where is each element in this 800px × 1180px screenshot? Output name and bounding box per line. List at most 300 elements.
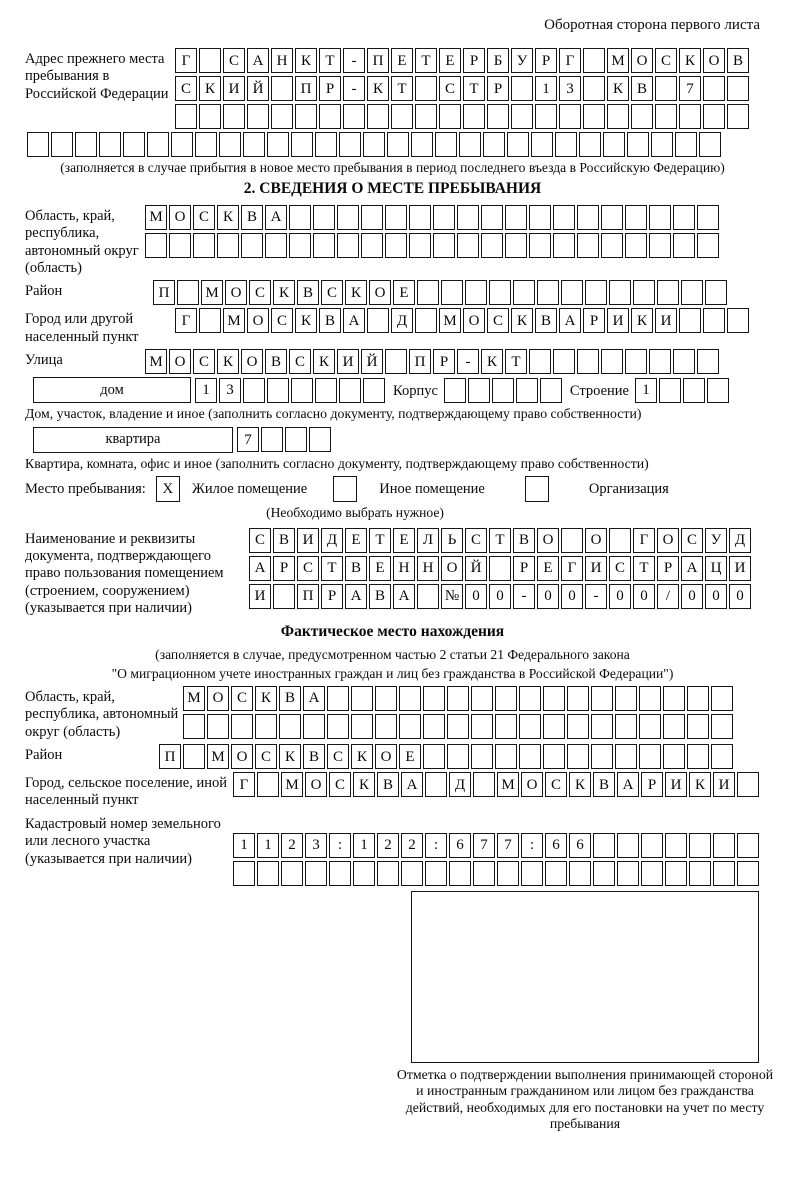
char-cell[interactable] [569, 861, 591, 886]
char-cell[interactable] [673, 205, 695, 230]
char-cell[interactable]: 1 [635, 378, 657, 403]
char-cell[interactable]: К [295, 308, 317, 333]
char-cell[interactable] [399, 714, 421, 739]
char-cell[interactable] [679, 104, 701, 129]
char-cell[interactable] [689, 833, 711, 858]
char-cell[interactable] [703, 76, 725, 101]
char-cell[interactable]: О [169, 205, 191, 230]
char-cell[interactable] [363, 132, 385, 157]
char-cell[interactable] [713, 861, 735, 886]
char-cell[interactable]: И [337, 349, 359, 374]
char-cell[interactable] [145, 233, 167, 258]
char-cell[interactable]: Е [537, 556, 559, 581]
char-cell[interactable] [561, 528, 583, 553]
char-cell[interactable] [385, 233, 407, 258]
char-cell[interactable]: 3 [559, 76, 581, 101]
char-cell[interactable]: А [393, 584, 415, 609]
char-cell[interactable]: Т [463, 76, 485, 101]
char-cell[interactable] [423, 714, 445, 739]
char-cell[interactable]: Д [729, 528, 751, 553]
char-cell[interactable] [447, 744, 469, 769]
char-cell[interactable]: Г [633, 528, 655, 553]
char-cell[interactable] [309, 427, 331, 452]
char-cell[interactable] [483, 132, 505, 157]
char-cell[interactable] [315, 378, 337, 403]
char-cell[interactable] [375, 686, 397, 711]
char-cell[interactable] [529, 233, 551, 258]
char-cell[interactable] [553, 349, 575, 374]
char-cell[interactable] [663, 686, 685, 711]
char-cell[interactable]: М [183, 686, 205, 711]
char-cell[interactable]: Е [391, 48, 413, 73]
char-cell[interactable]: У [511, 48, 533, 73]
char-cell[interactable]: О [231, 744, 253, 769]
char-cell[interactable]: С [289, 349, 311, 374]
char-cell[interactable]: 7 [679, 76, 701, 101]
char-cell[interactable] [423, 744, 445, 769]
char-cell[interactable]: К [569, 772, 591, 797]
char-cell[interactable]: 0 [729, 584, 751, 609]
char-cell[interactable] [495, 744, 517, 769]
char-cell[interactable]: О [207, 686, 229, 711]
checkbox-residential[interactable]: X [156, 476, 180, 502]
char-cell[interactable] [625, 349, 647, 374]
char-cell[interactable] [577, 349, 599, 374]
char-cell[interactable]: А [559, 308, 581, 333]
char-cell[interactable]: 3 [305, 833, 327, 858]
char-cell[interactable] [387, 132, 409, 157]
char-cell[interactable]: 7 [237, 427, 259, 452]
char-cell[interactable] [521, 861, 543, 886]
char-cell[interactable] [625, 205, 647, 230]
char-cell[interactable]: Ц [705, 556, 727, 581]
char-cell[interactable]: 1 [233, 833, 255, 858]
char-cell[interactable] [497, 861, 519, 886]
char-cell[interactable] [327, 714, 349, 739]
char-cell[interactable] [481, 233, 503, 258]
char-cell[interactable]: С [255, 744, 277, 769]
char-cell[interactable]: К [273, 280, 295, 305]
char-cell[interactable]: В [273, 528, 295, 553]
char-cell[interactable]: В [727, 48, 749, 73]
char-cell[interactable] [169, 233, 191, 258]
char-cell[interactable]: Ь [441, 528, 463, 553]
char-cell[interactable]: И [297, 528, 319, 553]
char-cell[interactable]: М [281, 772, 303, 797]
char-cell[interactable]: К [679, 48, 701, 73]
char-cell[interactable]: 2 [401, 833, 423, 858]
char-cell[interactable]: А [343, 308, 365, 333]
char-cell[interactable] [415, 308, 437, 333]
char-cell[interactable]: И [585, 556, 607, 581]
char-cell[interactable]: М [497, 772, 519, 797]
char-cell[interactable]: В [241, 205, 263, 230]
char-cell[interactable] [425, 772, 447, 797]
char-cell[interactable]: О [247, 308, 269, 333]
char-cell[interactable]: Й [361, 349, 383, 374]
char-cell[interactable] [540, 378, 562, 403]
char-cell[interactable] [343, 104, 365, 129]
char-cell[interactable] [609, 280, 631, 305]
char-cell[interactable]: 0 [705, 584, 727, 609]
char-cell[interactable]: М [207, 744, 229, 769]
char-cell[interactable] [271, 104, 293, 129]
char-cell[interactable]: В [535, 308, 557, 333]
char-cell[interactable] [687, 686, 709, 711]
char-cell[interactable] [673, 233, 695, 258]
char-cell[interactable] [267, 378, 289, 403]
char-cell[interactable]: К [607, 76, 629, 101]
char-cell[interactable] [601, 233, 623, 258]
char-cell[interactable] [663, 744, 685, 769]
char-cell[interactable]: М [439, 308, 461, 333]
char-cell[interactable] [415, 104, 437, 129]
char-cell[interactable] [583, 76, 605, 101]
char-cell[interactable] [171, 132, 193, 157]
char-cell[interactable]: К [351, 744, 373, 769]
char-cell[interactable] [75, 132, 97, 157]
char-cell[interactable]: 6 [545, 833, 567, 858]
char-cell[interactable] [555, 132, 577, 157]
char-cell[interactable] [617, 833, 639, 858]
char-cell[interactable]: Л [417, 528, 439, 553]
char-cell[interactable]: 1 [535, 76, 557, 101]
char-cell[interactable]: С [175, 76, 197, 101]
char-cell[interactable]: Т [505, 349, 527, 374]
char-cell[interactable] [457, 205, 479, 230]
char-cell[interactable] [601, 349, 623, 374]
char-cell[interactable] [641, 833, 663, 858]
char-cell[interactable]: 1 [353, 833, 375, 858]
char-cell[interactable] [51, 132, 73, 157]
char-cell[interactable] [625, 233, 647, 258]
char-cell[interactable] [99, 132, 121, 157]
char-cell[interactable] [519, 714, 541, 739]
char-cell[interactable] [243, 378, 265, 403]
char-cell[interactable]: - [343, 48, 365, 73]
char-cell[interactable]: : [329, 833, 351, 858]
char-cell[interactable] [295, 104, 317, 129]
char-cell[interactable] [257, 772, 279, 797]
char-cell[interactable] [481, 205, 503, 230]
char-cell[interactable]: Д [321, 528, 343, 553]
char-cell[interactable]: / [657, 584, 679, 609]
char-cell[interactable] [727, 104, 749, 129]
char-cell[interactable]: В [631, 76, 653, 101]
char-cell[interactable] [415, 76, 437, 101]
char-cell[interactable]: В [297, 280, 319, 305]
char-cell[interactable]: М [223, 308, 245, 333]
char-cell[interactable]: 0 [465, 584, 487, 609]
char-cell[interactable]: С [193, 205, 215, 230]
char-cell[interactable] [243, 132, 265, 157]
char-cell[interactable] [615, 714, 637, 739]
char-cell[interactable] [385, 349, 407, 374]
char-cell[interactable]: П [367, 48, 389, 73]
char-cell[interactable] [487, 104, 509, 129]
char-cell[interactable] [447, 686, 469, 711]
char-cell[interactable] [649, 205, 671, 230]
char-cell[interactable] [441, 280, 463, 305]
char-cell[interactable] [435, 132, 457, 157]
char-cell[interactable]: С [249, 528, 271, 553]
char-cell[interactable]: К [631, 308, 653, 333]
char-cell[interactable]: В [345, 556, 367, 581]
char-cell[interactable]: Р [273, 556, 295, 581]
char-cell[interactable]: К [313, 349, 335, 374]
char-cell[interactable] [593, 833, 615, 858]
char-cell[interactable]: Р [487, 76, 509, 101]
char-cell[interactable]: И [655, 308, 677, 333]
char-cell[interactable] [361, 205, 383, 230]
char-cell[interactable] [655, 76, 677, 101]
char-cell[interactable] [303, 714, 325, 739]
char-cell[interactable] [271, 76, 293, 101]
char-cell[interactable] [375, 714, 397, 739]
char-cell[interactable] [463, 104, 485, 129]
char-cell[interactable] [705, 280, 727, 305]
char-cell[interactable] [511, 104, 533, 129]
checkbox-organization[interactable] [525, 476, 549, 502]
char-cell[interactable] [697, 205, 719, 230]
char-cell[interactable]: В [303, 744, 325, 769]
char-cell[interactable] [391, 104, 413, 129]
char-cell[interactable] [241, 233, 263, 258]
char-cell[interactable] [337, 205, 359, 230]
char-cell[interactable]: Т [319, 48, 341, 73]
char-cell[interactable] [193, 233, 215, 258]
char-cell[interactable]: 0 [609, 584, 631, 609]
char-cell[interactable]: Й [247, 76, 269, 101]
char-cell[interactable]: М [145, 349, 167, 374]
char-cell[interactable] [591, 714, 613, 739]
char-cell[interactable] [711, 686, 733, 711]
char-cell[interactable] [444, 378, 466, 403]
char-cell[interactable] [537, 280, 559, 305]
char-cell[interactable] [579, 132, 601, 157]
char-cell[interactable] [727, 308, 749, 333]
char-cell[interactable]: В [513, 528, 535, 553]
char-cell[interactable] [423, 686, 445, 711]
char-cell[interactable]: Р [433, 349, 455, 374]
char-cell[interactable] [351, 686, 373, 711]
char-cell[interactable] [519, 744, 541, 769]
char-cell[interactable] [683, 378, 705, 403]
char-cell[interactable] [673, 349, 695, 374]
char-cell[interactable] [603, 132, 625, 157]
char-cell[interactable] [627, 132, 649, 157]
char-cell[interactable] [505, 233, 527, 258]
char-cell[interactable] [495, 714, 517, 739]
char-cell[interactable]: К [217, 349, 239, 374]
char-cell[interactable]: А [247, 48, 269, 73]
char-cell[interactable] [567, 714, 589, 739]
char-cell[interactable] [657, 280, 679, 305]
char-cell[interactable]: О [657, 528, 679, 553]
char-cell[interactable] [361, 233, 383, 258]
char-cell[interactable] [255, 714, 277, 739]
char-cell[interactable] [367, 308, 389, 333]
char-cell[interactable]: К [481, 349, 503, 374]
char-cell[interactable]: Р [583, 308, 605, 333]
char-cell[interactable] [411, 132, 433, 157]
char-cell[interactable]: О [703, 48, 725, 73]
char-cell[interactable] [687, 714, 709, 739]
char-cell[interactable] [285, 427, 307, 452]
char-cell[interactable]: Р [463, 48, 485, 73]
char-cell[interactable] [261, 427, 283, 452]
char-cell[interactable]: Г [233, 772, 255, 797]
char-cell[interactable] [681, 280, 703, 305]
char-cell[interactable]: 0 [681, 584, 703, 609]
char-cell[interactable] [377, 861, 399, 886]
char-cell[interactable]: М [201, 280, 223, 305]
char-cell[interactable] [559, 104, 581, 129]
char-cell[interactable] [339, 378, 361, 403]
char-cell[interactable]: Р [321, 584, 343, 609]
char-cell[interactable]: 0 [561, 584, 583, 609]
char-cell[interactable]: А [681, 556, 703, 581]
char-cell[interactable]: С [681, 528, 703, 553]
char-cell[interactable]: П [153, 280, 175, 305]
char-cell[interactable]: 7 [497, 833, 519, 858]
char-cell[interactable] [639, 686, 661, 711]
char-cell[interactable] [583, 48, 605, 73]
char-cell[interactable] [489, 280, 511, 305]
char-cell[interactable] [543, 744, 565, 769]
char-cell[interactable] [457, 233, 479, 258]
char-cell[interactable] [577, 233, 599, 258]
char-cell[interactable] [459, 132, 481, 157]
char-cell[interactable] [607, 104, 629, 129]
char-cell[interactable]: К [511, 308, 533, 333]
char-cell[interactable] [561, 280, 583, 305]
char-cell[interactable] [363, 378, 385, 403]
char-cell[interactable] [315, 132, 337, 157]
char-cell[interactable] [655, 104, 677, 129]
char-cell[interactable] [553, 233, 575, 258]
char-cell[interactable]: № [441, 584, 463, 609]
char-cell[interactable] [679, 308, 701, 333]
char-cell[interactable]: О [631, 48, 653, 73]
char-cell[interactable]: И [713, 772, 735, 797]
char-cell[interactable] [433, 205, 455, 230]
char-cell[interactable] [123, 132, 145, 157]
char-cell[interactable]: С [249, 280, 271, 305]
char-cell[interactable]: Т [415, 48, 437, 73]
char-cell[interactable] [425, 861, 447, 886]
char-cell[interactable] [27, 132, 49, 157]
char-cell[interactable]: Р [641, 772, 663, 797]
char-cell[interactable] [183, 714, 205, 739]
char-cell[interactable]: Е [393, 280, 415, 305]
char-cell[interactable]: 6 [449, 833, 471, 858]
char-cell[interactable] [471, 686, 493, 711]
char-cell[interactable]: О [305, 772, 327, 797]
char-cell[interactable]: - [513, 584, 535, 609]
char-cell[interactable]: О [441, 556, 463, 581]
char-cell[interactable]: К [345, 280, 367, 305]
char-cell[interactable] [727, 76, 749, 101]
char-cell[interactable]: 6 [569, 833, 591, 858]
char-cell[interactable] [583, 104, 605, 129]
char-cell[interactable]: К [367, 76, 389, 101]
char-cell[interactable] [473, 772, 495, 797]
char-cell[interactable] [195, 132, 217, 157]
char-cell[interactable] [473, 861, 495, 886]
char-cell[interactable]: М [145, 205, 167, 230]
char-cell[interactable]: В [369, 584, 391, 609]
char-cell[interactable] [505, 205, 527, 230]
char-cell[interactable] [585, 280, 607, 305]
char-cell[interactable]: В [593, 772, 615, 797]
char-cell[interactable] [519, 686, 541, 711]
char-cell[interactable] [529, 205, 551, 230]
char-cell[interactable] [351, 714, 373, 739]
char-cell[interactable] [471, 714, 493, 739]
char-cell[interactable]: Й [465, 556, 487, 581]
char-cell[interactable] [313, 205, 335, 230]
char-cell[interactable] [703, 104, 725, 129]
char-cell[interactable] [291, 378, 313, 403]
char-cell[interactable]: В [265, 349, 287, 374]
char-cell[interactable] [577, 205, 599, 230]
char-cell[interactable]: С [193, 349, 215, 374]
char-cell[interactable] [737, 833, 759, 858]
char-cell[interactable] [531, 132, 553, 157]
char-cell[interactable] [675, 132, 697, 157]
char-cell[interactable] [617, 861, 639, 886]
char-cell[interactable] [601, 205, 623, 230]
char-cell[interactable] [273, 584, 295, 609]
char-cell[interactable] [631, 104, 653, 129]
char-cell[interactable]: И [665, 772, 687, 797]
char-cell[interactable]: 0 [489, 584, 511, 609]
char-cell[interactable] [199, 308, 221, 333]
char-cell[interactable] [199, 104, 221, 129]
char-cell[interactable] [633, 280, 655, 305]
char-cell[interactable] [711, 744, 733, 769]
char-cell[interactable] [313, 233, 335, 258]
char-cell[interactable] [699, 132, 721, 157]
char-cell[interactable]: А [617, 772, 639, 797]
char-cell[interactable]: П [295, 76, 317, 101]
checkbox-other-premises[interactable] [333, 476, 357, 502]
char-cell[interactable]: М [607, 48, 629, 73]
char-cell[interactable]: С [655, 48, 677, 73]
char-cell[interactable]: К [279, 744, 301, 769]
char-cell[interactable]: О [585, 528, 607, 553]
char-cell[interactable] [257, 861, 279, 886]
char-cell[interactable]: К [199, 76, 221, 101]
char-cell[interactable]: Н [417, 556, 439, 581]
char-cell[interactable] [495, 686, 517, 711]
char-cell[interactable]: Д [391, 308, 413, 333]
char-cell[interactable] [433, 233, 455, 258]
char-cell[interactable] [465, 280, 487, 305]
char-cell[interactable] [665, 833, 687, 858]
char-cell[interactable]: 2 [377, 833, 399, 858]
char-cell[interactable] [591, 686, 613, 711]
char-cell[interactable]: Г [175, 308, 197, 333]
char-cell[interactable] [543, 686, 565, 711]
char-cell[interactable]: 0 [633, 584, 655, 609]
char-cell[interactable] [543, 714, 565, 739]
char-cell[interactable] [329, 861, 351, 886]
char-cell[interactable] [233, 861, 255, 886]
char-cell[interactable] [649, 233, 671, 258]
char-cell[interactable]: 7 [473, 833, 495, 858]
